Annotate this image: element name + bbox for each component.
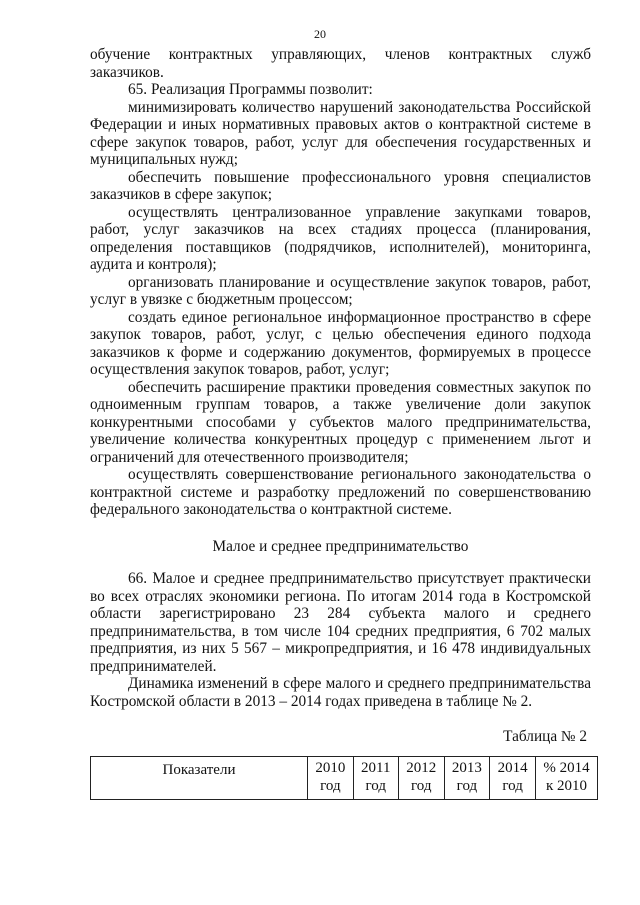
table-header-cell: % 2014 к 2010 xyxy=(535,756,597,799)
paragraph: обеспечить расширение практики проведения совместных закупок по одноименным группам товаров, а также увеличение доли закупок конкурентными способами у субъектов малого предпринимательства, увеличение количества конкурентных процедур с применением льгот и ограничений для отечественного производителя; xyxy=(90,378,591,466)
paragraph: Динамика изменений в сфере малого и среднего предпринимательства Костромской области в 2013 – 2014 годах приведена в таблице № 2. xyxy=(90,675,591,710)
paragraph: обеспечить повышение профессионального уровня специалистов заказчиков в сфере закупок; xyxy=(90,168,591,203)
section-title: Малое и среднее предпринимательство xyxy=(212,537,469,555)
table-caption: Таблица № 2 xyxy=(503,728,587,745)
paragraph: создать единое региональное информационное пространство в сфере закупок товаров, работ, услуг, с целью обеспечения единого подхода заказчиков к форме и содержанию документов, формируемых в процессе осуществления закупок товаров, работ, услуг; xyxy=(90,308,591,378)
paragraph: минимизировать количество нарушений законодательства Российской Федерации и иных нормативных правовых актов о контрактной системе в сфере закупок товаров, работ, услуг для обеспечения государственных и муниципальных нужд; xyxy=(90,98,591,168)
page-number: 20 xyxy=(314,27,326,41)
table-header-cell: 2011 год xyxy=(353,756,398,799)
table-header-cell: 2010 год xyxy=(308,756,354,799)
paragraph: организовать планирование и осуществление закупок товаров, работ, услуг в увязке с бюджетным процессом; xyxy=(90,273,591,308)
data-table xyxy=(90,756,598,800)
paragraph: 65. Реализация Программы позволит: xyxy=(128,81,373,98)
document-body xyxy=(90,46,591,800)
table-header-cell: 2013 год xyxy=(444,756,490,799)
table-header-cell: 2014 год xyxy=(490,756,536,799)
paragraph: 66. Малое и среднее предпринимательство присутствует практически во всех отраслях экономики региона. По итогам 2014 года в Костромской области зарегистрировано 23 284 субъекта малого и среднего предпринимательства, в том числе 104 средних предприятия, 6 702 малых предприятия, из них 5 567 – микропредприятия, и 16 478 индивидуальных предпринимателей. xyxy=(90,570,591,675)
paragraph: осуществлять совершенствование регионального законодательства о контрактной системе и разработку предложений по совершенствованию федерального законодательства о контрактной системе. xyxy=(90,466,591,518)
paragraph: осуществлять централизованное управление закупками товаров, работ, услуг заказчиков на всех стадиях процесса (планирования, определения поставщиков (подрядчиков, исполнителей), мониторинга, аудита и контроля); xyxy=(90,203,591,273)
paragraph: обучение контрактных управляющих, членов контрактных служб заказчиков. xyxy=(90,46,591,81)
table-header-cell: Показатели xyxy=(91,756,308,799)
table-header-cell: 2012 год xyxy=(398,756,444,799)
table-header-row xyxy=(91,756,598,799)
